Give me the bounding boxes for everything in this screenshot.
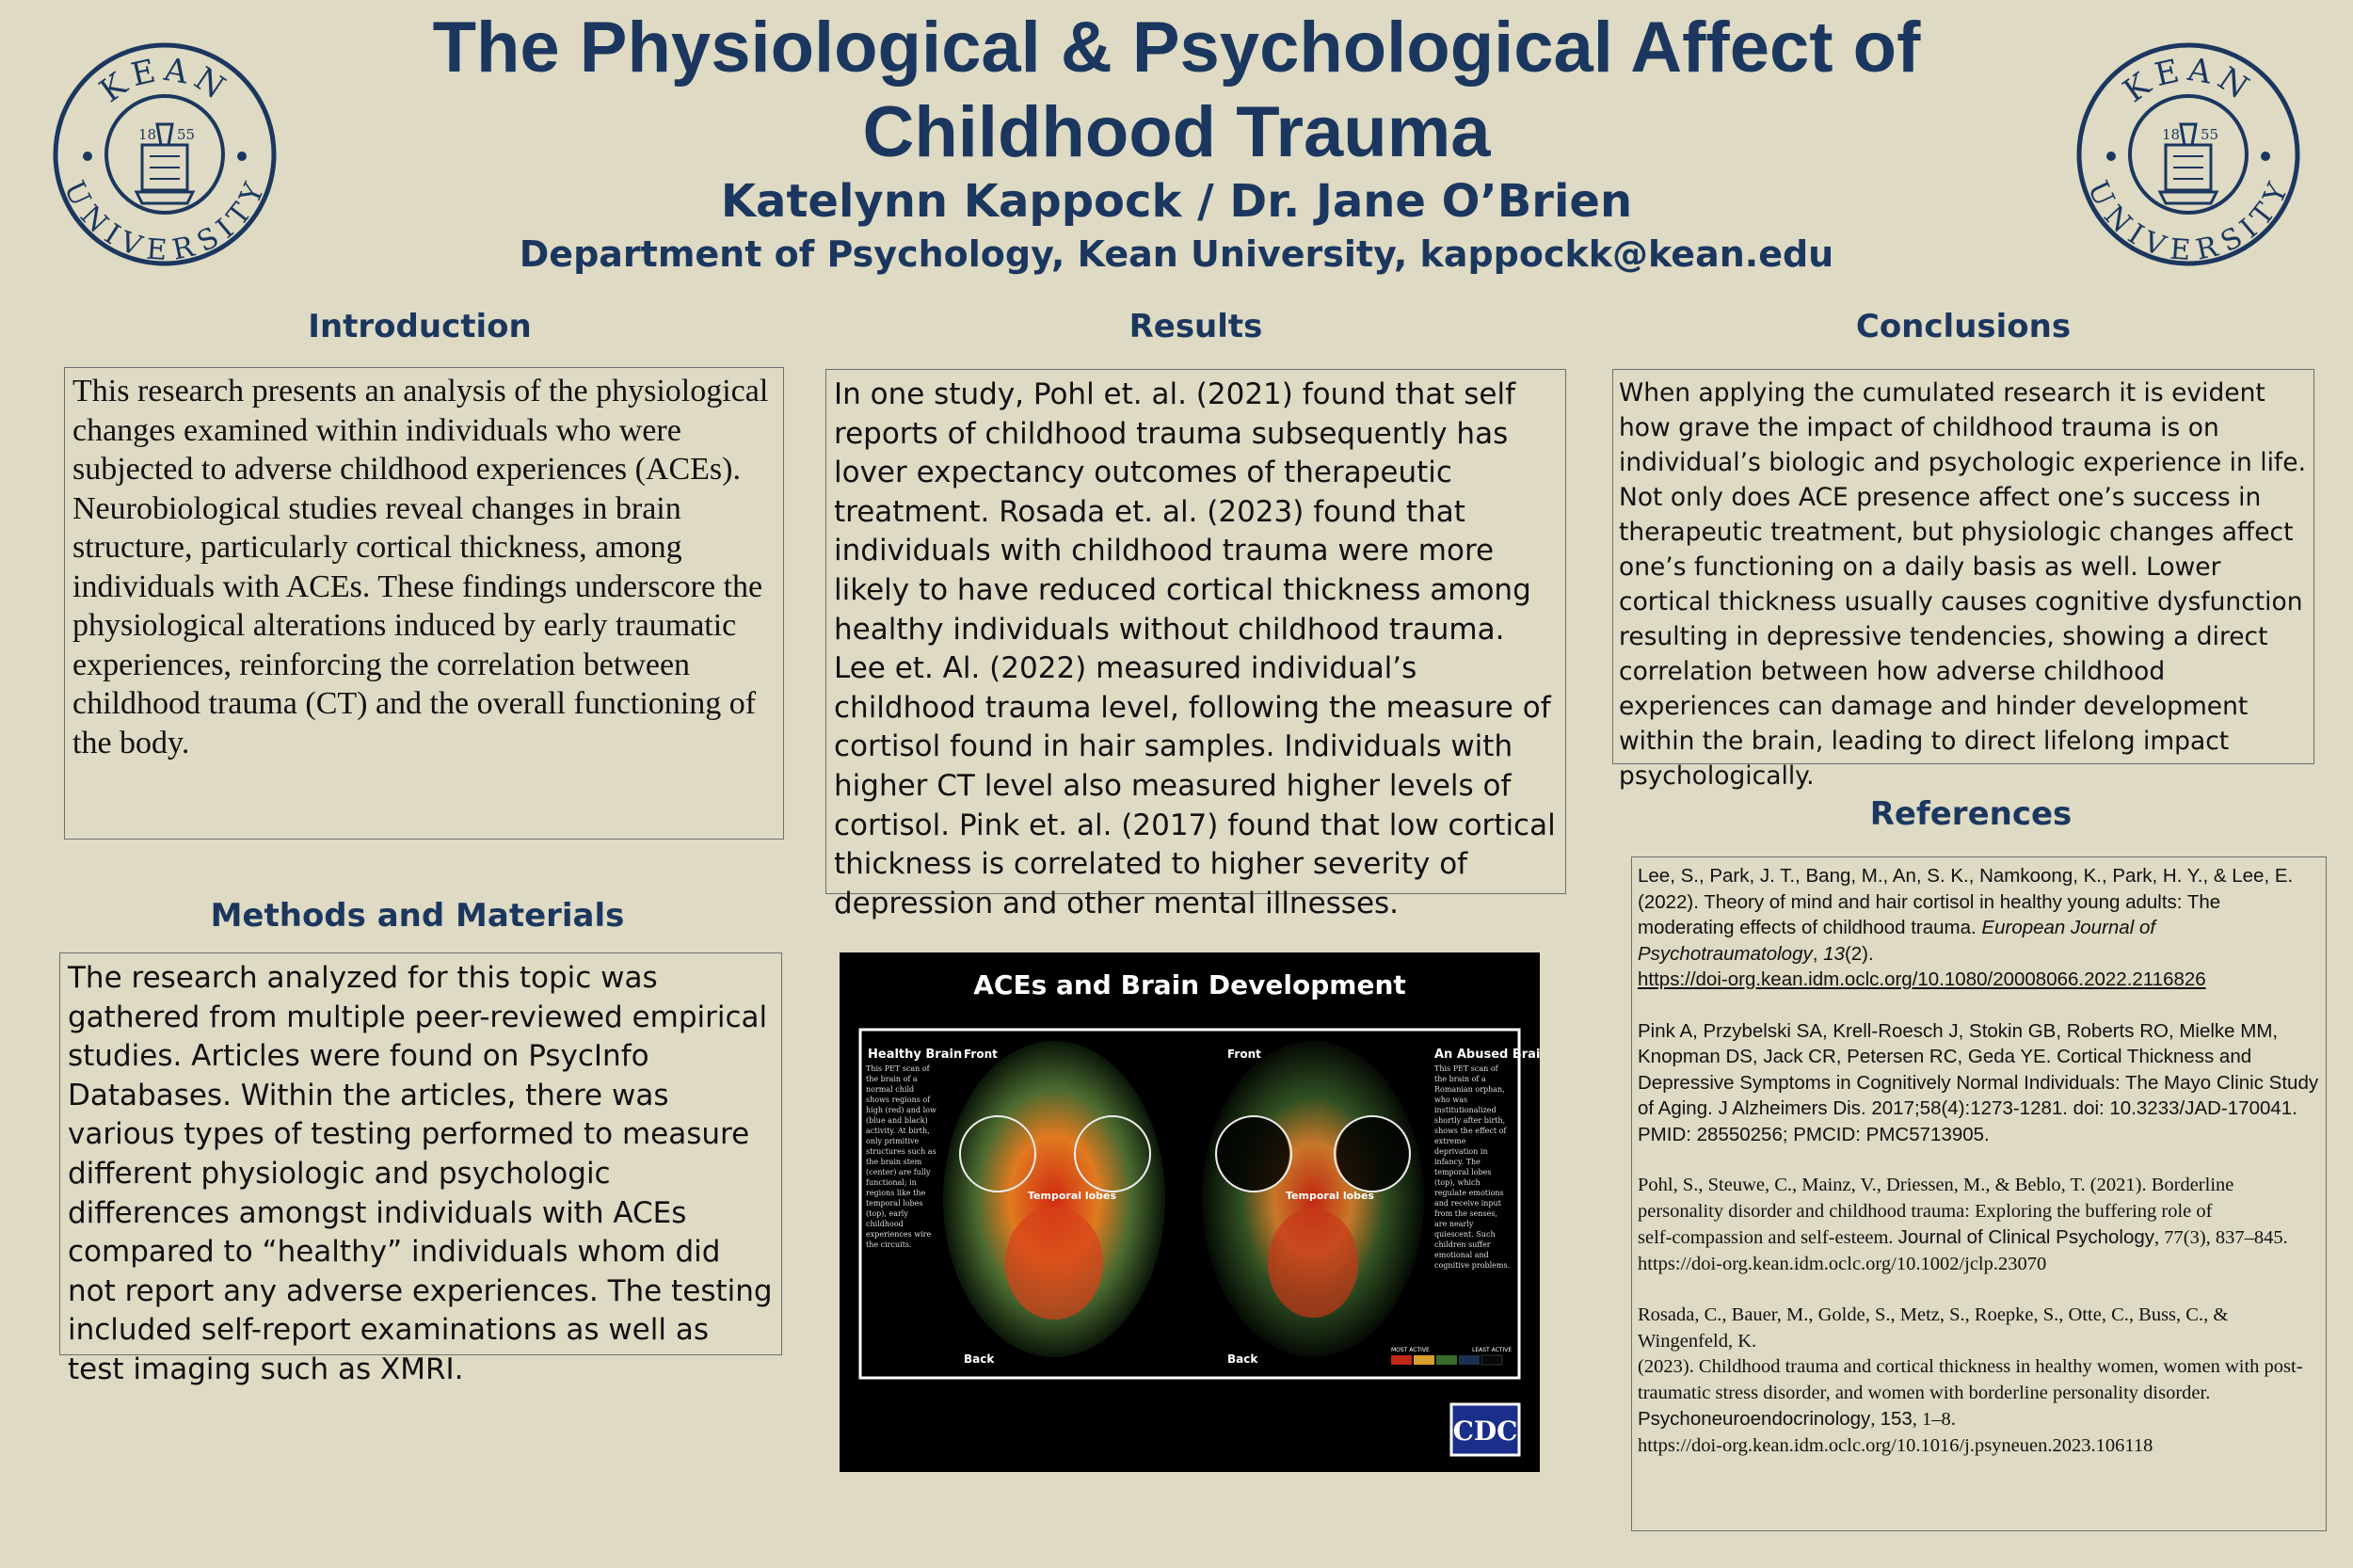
svg-text:KEAN: KEAN (92, 50, 236, 111)
abused-brain-label: An Abused Brain (1434, 1048, 1540, 1062)
reference-lee-link[interactable]: https://doi-org.kean.idm.oclc.org/10.1080/20008066.2022.2116826 (1638, 968, 2206, 990)
svg-text:55: 55 (177, 126, 196, 143)
svg-text:LEAST ACTIVE: LEAST ACTIVE (1472, 1347, 1513, 1353)
introduction-heading: Introduction (308, 308, 532, 345)
authors: Katelynn Kappock / Dr. Jane O’Brien (720, 175, 1633, 228)
healthy-brain-label: Healthy Brain (868, 1048, 963, 1062)
svg-text:CDC: CDC (1452, 1416, 1518, 1447)
references-box (1631, 856, 2327, 1531)
results-box (825, 369, 1566, 920)
department-line: Department of Psychology, Kean University, kappockk@kean.edu (519, 233, 1834, 275)
reference-pohl: Pohl, S., Steuwe, C., Mainz, V., Driessen, M., & Beblo, T. (2021). Borderline personality disorder and childhood trauma: Exploring the buffering role of self‑compassion and self‑esteem. Journal of Clinical Psychology, 77(3), 837–845. https://doi-org.kean.idm.oclc.org/10.1002/jclp.23070 (1638, 1175, 2288, 1274)
reference-pohl-link[interactable]: https://doi-org.kean.idm.oclc.org/10.1002/jclp.23070 (1638, 1253, 2047, 1274)
svg-text:MOST ACTIVE: MOST ACTIVE (1391, 1347, 1430, 1353)
aces-brain-figure (840, 952, 1540, 1472)
conclusions-text: When applying the cumulated research it is evident how grave the impact of childhood trauma is on individual’s biologic and psychologic experience in life. Not only does ACE presence affect one’s success in therapeutic treatment, but physiologic changes affect one’s functioning on a daily basis as well. Lower cortical thickness usually causes cognitive dysfunction resulting in depressive tendencies, showing a direct correlation between how adverse childhood experiences can damage and hinder development within the brain, leading to direct lifelong impact psychologically. (1619, 378, 2306, 791)
svg-text:UNIVERSITY: UNIVERSITY (56, 176, 273, 267)
svg-text:Back: Back (964, 1352, 995, 1366)
svg-text:18: 18 (138, 126, 157, 143)
reference-rosada: Rosada, C., Bauer, M., Golde, S., Metz, S., Roepke, S., Otte, C., Buss, C., & Wingenfeld, K. (2023). Childhood trauma and cortical thickness in healthy women, women with post-traumatic stress disorder, and women with borderline personality disorder. Psychoneuroendocrinology, 153, 1–8. https://doi-org.kean.idm.oclc.org/10.1016/j.psyneuen.2023.106118 (1638, 1304, 2303, 1456)
svg-text:Temporal lobes: Temporal lobes (1028, 1190, 1117, 1202)
methods-heading: Methods and Materials (210, 897, 625, 935)
results-heading: Results (1128, 308, 1263, 345)
svg-text:18: 18 (2162, 126, 2181, 143)
reference-pink: Pink A, Przybelski SA, Krell-Roesch J, Stokin GB, Roberts RO, Mielke MM, Knopman DS, Jack CR, Petersen RC, Geda YE. Cortical Thickness and Depressive Symptoms in Cognitively Normal Individuals: The Mayo Clinic Study of Aging. J Alzheimers Dis. 2017;58(4):1273-1281. doi: 10.3233/JAD-170041. PMID: 28550256; PMCID: PMC5713905. (1638, 1019, 2319, 1145)
results-text: In one study, Pohl et. al. (2021) found that self reports of childhood trauma subsequently has lover expectancy outcomes of therapeutic treatment. Rosada et. al. (2023) found that individuals with childhood trauma were more likely to have reduced cortical thickness among healthy individuals without childhood trauma. Lee et. Al. (2022) measured individual’s childhood trauma level, following the measure of cortisol found in hair samples. Individuals with higher CT level also measured higher levels of cortisol. Pink et. al. (2017) found that low cortical thickness is correlated to higher severity of depression and other mental illnesses. (834, 377, 1556, 920)
introduction-box (64, 367, 784, 840)
methods-box (59, 952, 782, 1386)
poster-title (282, 6, 2071, 175)
title-line-2: Childhood Trauma (862, 92, 1491, 172)
pet-scan-image (840, 952, 1540, 1472)
figure-title: ACEs and Brain Development (973, 969, 1406, 1000)
healthy-brain-description: This PET scan of the brain of a normal child shows regions of high (red) and low (blue and black) activity. At birth, only primitive structures such as the brain stem (center) are fully functional; in regions like the temporal lobes (top), early childhood experiences wire the circuits. (866, 1064, 936, 1249)
svg-text:55: 55 (2201, 126, 2219, 143)
references-heading: References (1869, 795, 2073, 833)
abused-brain-description: This PET scan of the brain of a Romanian orphan, who was institutionalized shortly after birth, shows the effect of extreme deprivation in infancy. The temporal lobes (top), which regulate emotions and receive input from the senses, are nearly quiescent. Such children suffer emotional and cognitive problems. (1434, 1064, 1511, 1270)
title-line-1: The Physiological & Psychological Affect of (432, 8, 1921, 88)
reference-lee: Lee, S., Park, J. T., Bang, M., An, S. K., Namkoong, K., Park, H. Y., & Lee, E. (2022). Theory of mind and hair cortisol in healthy young adults: The moderating effects of childhood trauma. European Journal of Psychotraumatology, 13(2). https://doi-org.kean.idm.oclc.org/10.1080/20008066.2022.2116826 (1638, 865, 2294, 990)
svg-text:Temporal lobes: Temporal lobes (1286, 1190, 1375, 1202)
svg-text:Front: Front (964, 1048, 998, 1061)
introduction-text: This research presents an analysis of the physiological changes examined within individuals who were subjected to adverse childhood experiences (ACEs). Neurobiological studies reveal changes in brain structure, particularly cortical thickness, among individuals with ACEs. These findings underscore the physiological alterations induced by early traumatic experiences, reinforcing the correlation between childhood trauma (CT) and the overall functioning of the body. (72, 374, 769, 760)
svg-text:KEAN: KEAN (2116, 50, 2260, 111)
conclusions-heading: Conclusions (1855, 308, 2072, 345)
svg-text:Front: Front (1227, 1048, 1261, 1061)
reference-rosada-link[interactable]: https://doi-org.kean.idm.oclc.org/10.1016/j.psyneuen.2023.106118 (1638, 1434, 2153, 1456)
conclusions-box (1612, 369, 2314, 791)
methods-text: The research analyzed for this topic was gathered from multiple peer-reviewed empirical studies. Articles were found on PsycInfo Databases. Within the articles, there was various types of testing performed to measure different physiologic and psychologic differences amongst individuals with ACEs compared to “healthy” individuals whom did not report any adverse experiences. The testing included self-report examinations as well as test imaging such as XMRI. (68, 961, 773, 1386)
kean-university-seal-left (52, 41, 278, 267)
svg-text:Back: Back (1227, 1352, 1258, 1366)
svg-text:UNIVERSITY: UNIVERSITY (2080, 176, 2297, 267)
kean-university-seal-right (2075, 41, 2301, 267)
